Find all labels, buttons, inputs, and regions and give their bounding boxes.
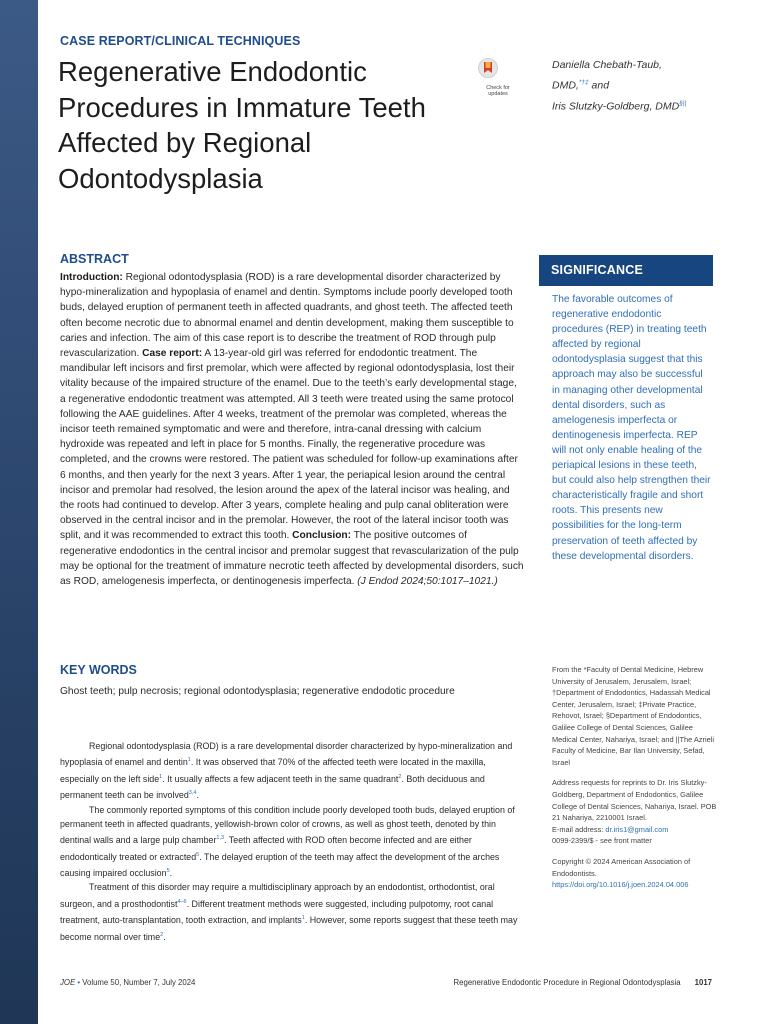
- reference-link[interactable]: 1: [301, 915, 305, 922]
- reprint-address: Address requests for reprints to Dr. Iris Slutzky-Goldberg, Department of Endodontics, Galilee College of Dental Sciences, Nahariya, Israel. POB 21 Nahariya, 2210001 Israel.: [552, 778, 717, 823]
- author-line-1: [552, 57, 742, 74]
- issn-text: 0099-2399/$ - see front matter: [552, 836, 652, 846]
- author-line-2: [552, 74, 742, 95]
- significance-divider: [539, 285, 713, 286]
- body-text-run: .: [163, 931, 166, 942]
- reference-link[interactable]: 2: [160, 931, 164, 938]
- body-text-run: . It was observed that 70% of the affected teeth were located in the maxilla, especially on the left side: [60, 757, 486, 784]
- body-text-run: . Both deciduous and permanent teeth can be involved: [60, 773, 485, 801]
- reference-link[interactable]: 5: [196, 851, 200, 858]
- footer-running-title: [454, 978, 712, 987]
- crossmark-label: Check for updates: [486, 85, 510, 97]
- abstract-case-label: Case report:: [142, 348, 203, 360]
- body-paragraph-1: [60, 739, 518, 803]
- body-paragraph-3: [60, 880, 518, 944]
- author-2-name: Iris Slutzky-Goldberg, DMD: [552, 100, 680, 112]
- footer-journal-info: [60, 978, 195, 987]
- doi-link[interactable]: https://doi.org/10.1016/j.joen.2024.04.006: [552, 880, 689, 890]
- section-label: CASE REPORT/CLINICAL TECHNIQUES: [60, 34, 301, 48]
- author-1-degree: DMD,: [552, 79, 579, 92]
- footer-bullet: •: [77, 978, 81, 987]
- body-text-run: The commonly reported symptoms of this condition include poorly developed tooth buds, delayed eruption of permanent teeth in affected quadrants, yellowish-brown color of crowns, as well as ghost teeth, denoted by thin dentinal walls and a large pulp chamber: [60, 804, 515, 846]
- abstract-intro-label: Introduction:: [60, 272, 123, 283]
- body-text-run: Regional odontodysplasia (ROD) is a rare developmental disorder characterized by hypo-mineralization and hypoplasia of enamel and dentin: [60, 741, 513, 768]
- reference-link[interactable]: 5: [166, 868, 170, 875]
- body-text-run: . The delayed eruption of the teeth may affect the development of the arches causing impaired occlusion: [60, 851, 500, 879]
- author-1-name: Daniella Chebath-Taub,: [552, 59, 662, 71]
- author-line-3: [552, 95, 742, 116]
- body-text-run: . However, some reports suggest that these teeth may become normal over time: [60, 915, 518, 942]
- volume-info: Volume 50, Number 7, July 2024: [80, 978, 196, 987]
- keywords-heading: KEY WORDS: [60, 663, 137, 677]
- significance-heading: SIGNIFICANCE: [551, 263, 643, 277]
- body-paragraph-2: [60, 803, 518, 881]
- affiliations-sidebar: [552, 664, 720, 900]
- reference-link[interactable]: 4–6: [177, 898, 187, 905]
- abstract-conclusion-text: The positive outcomes of regenerative endodontics in the central incisor and premolar suggest that revascularization of the pulp may be optional for the treatment of immature necrotic teeth affected by developmental disorders, such as ROD, amelogenesis imperfecta, or dentinogenesis imperfecta.: [60, 530, 524, 588]
- reference-link[interactable]: 3,4: [188, 790, 197, 797]
- copyright-info: [552, 856, 720, 891]
- author-2-affiliation-marks[interactable]: §||: [679, 99, 687, 107]
- email-link[interactable]: dr.iris1@gmail.com: [605, 824, 669, 834]
- article-body: [60, 739, 518, 944]
- abstract-intro-text: Regional odontodysplasia (ROD) is a rare developmental disorder characterized by hypo-mineralization and hypoplasia of enamel and dentin. Symptoms include poorly developed tooth buds, delayed eruption of permanent teeth in affected quadrants, and ghost teeth. The affected teeth often become necrotic due to abnormal enamel and dentin development, making them susceptible to caries and infection. The aim of this case report is to describe the treatment of ROD through pulp revascularization.: [60, 272, 514, 360]
- journal-abbrev: JOE: [60, 978, 76, 987]
- abstract-citation: (J Endod 2024;50:1017–1021.): [357, 576, 498, 588]
- check-for-updates-badge[interactable]: [478, 58, 518, 100]
- body-text-run: . Teeth affected with ROD often become infected and are either endodontically treated or extracted: [60, 835, 472, 862]
- abstract-case-text: A 13-year-old girl was referred for endodontic treatment. The mandibular left incisors and first premolar, which were affected by regional odontodysplasia, lost their vitality because of the impaired structure of the enamel. Due to the teeth’s early developmental stage, a regenerative endodontic treatment was attempted. All 3 teeth were treated using the same protocol following the AAE guidelines. After 4 weeks, treatment of the premolar was completed, whereas the incisor teeth remained symptomatic and were and therefore, intra-canal dressing with calcium hydroxide was repeated and left in place for 5 months. Finally, the regenerative procedure was completed, and the crowns were restored. The patient was scheduled for follow-up examinations after 6 months, and then yearly for the next 3 years. After 1 year, the periapical lesion around the central incisor and premolar had resolved, the lesion around the apex of the lateral incisor was healing, and the roots had continued to develop. After 3 years, complete healing and pulp canal obliteration were observed in the central incisor and in the premolar. However, the root of the lateral incisor tooth was split, and it was recommended to extract this tooth.: [60, 348, 518, 542]
- abstract-heading: ABSTRACT: [60, 252, 129, 266]
- significance-header-box: [539, 255, 713, 285]
- body-text-run: .: [169, 868, 173, 879]
- body-text-run: . Different treatment methods were suggested, including pulpotomy, root canal treatment, auto-transplantation, tooth extraction, and implants: [60, 898, 494, 926]
- running-title: Regenerative Endodontic Procedure in Regional Odontodysplasia: [453, 978, 681, 987]
- reference-link[interactable]: 2: [398, 773, 402, 780]
- keywords-list: Ghost teeth; pulp necrosis; regional odontodysplasia; regenerative endodotic procedure: [60, 686, 455, 697]
- author-list: [552, 57, 742, 115]
- crossmark-icon: [478, 58, 498, 78]
- article-title: Regenerative Endodontic Procedures in Immature Teeth Affected by Regional Odontodysplasia: [58, 56, 426, 194]
- author-conjunction: and: [591, 79, 610, 92]
- reprint-info: [552, 777, 720, 847]
- body-text-run: . It usually affects a few adjacent teeth in the same quadrant: [162, 773, 399, 784]
- reference-link[interactable]: 1: [187, 757, 191, 764]
- abstract-conclusion-label: Conclusion:: [292, 530, 352, 542]
- page-number: 1017: [694, 978, 712, 987]
- reference-link[interactable]: 1,3: [216, 835, 225, 842]
- body-text-run: .: [196, 790, 199, 801]
- email-label: E-mail address:: [552, 824, 606, 834]
- reference-link[interactable]: 1: [159, 773, 163, 780]
- journal-side-band: [0, 0, 38, 1024]
- abstract-body: [60, 270, 524, 589]
- copyright-text: Copyright © 2024 American Association of Endodontists.: [552, 856, 691, 878]
- affiliations-text: From the *Faculty of Dental Medicine, Hebrew University of Jerusalem, Jerusalem, Israel; †Department of Endodontics, Hadassah Medical Center, Jerusalem, Israel; ‡Private Practice, Rehovot, Israel; §Department of Endodontics, Galilee College of Dental Sciences, Galilee Medical Center, Nahariya, Israel; and ||The Azrieli Faculty of Medicine, Bar Ilan University, Sefad, Israel: [552, 665, 714, 767]
- significance-body: The favorable outcomes of regenerative endodontic procedures (REP) in treating teeth affected by regional odontodysplasia suggest that this approach may also be successful in managing other developmental dental disorders, such as amelogenesis imperfecta or dentinogenesis imperfecta. REP will not only enable healing of the periapical lesions in these teeth, but could also help strengthen their characteristically fragile and short roots. This presents new possibilities for the long-term preservation of teeth affected by these developmental disorders.: [552, 294, 711, 562]
- body-text-run: Treatment of this disorder may require a multidisciplinary approach by an endodontist, orthodontist, oral surgeon, and a prosthodontist: [60, 882, 495, 909]
- author-1-affiliation-marks[interactable]: *†‡: [578, 79, 589, 86]
